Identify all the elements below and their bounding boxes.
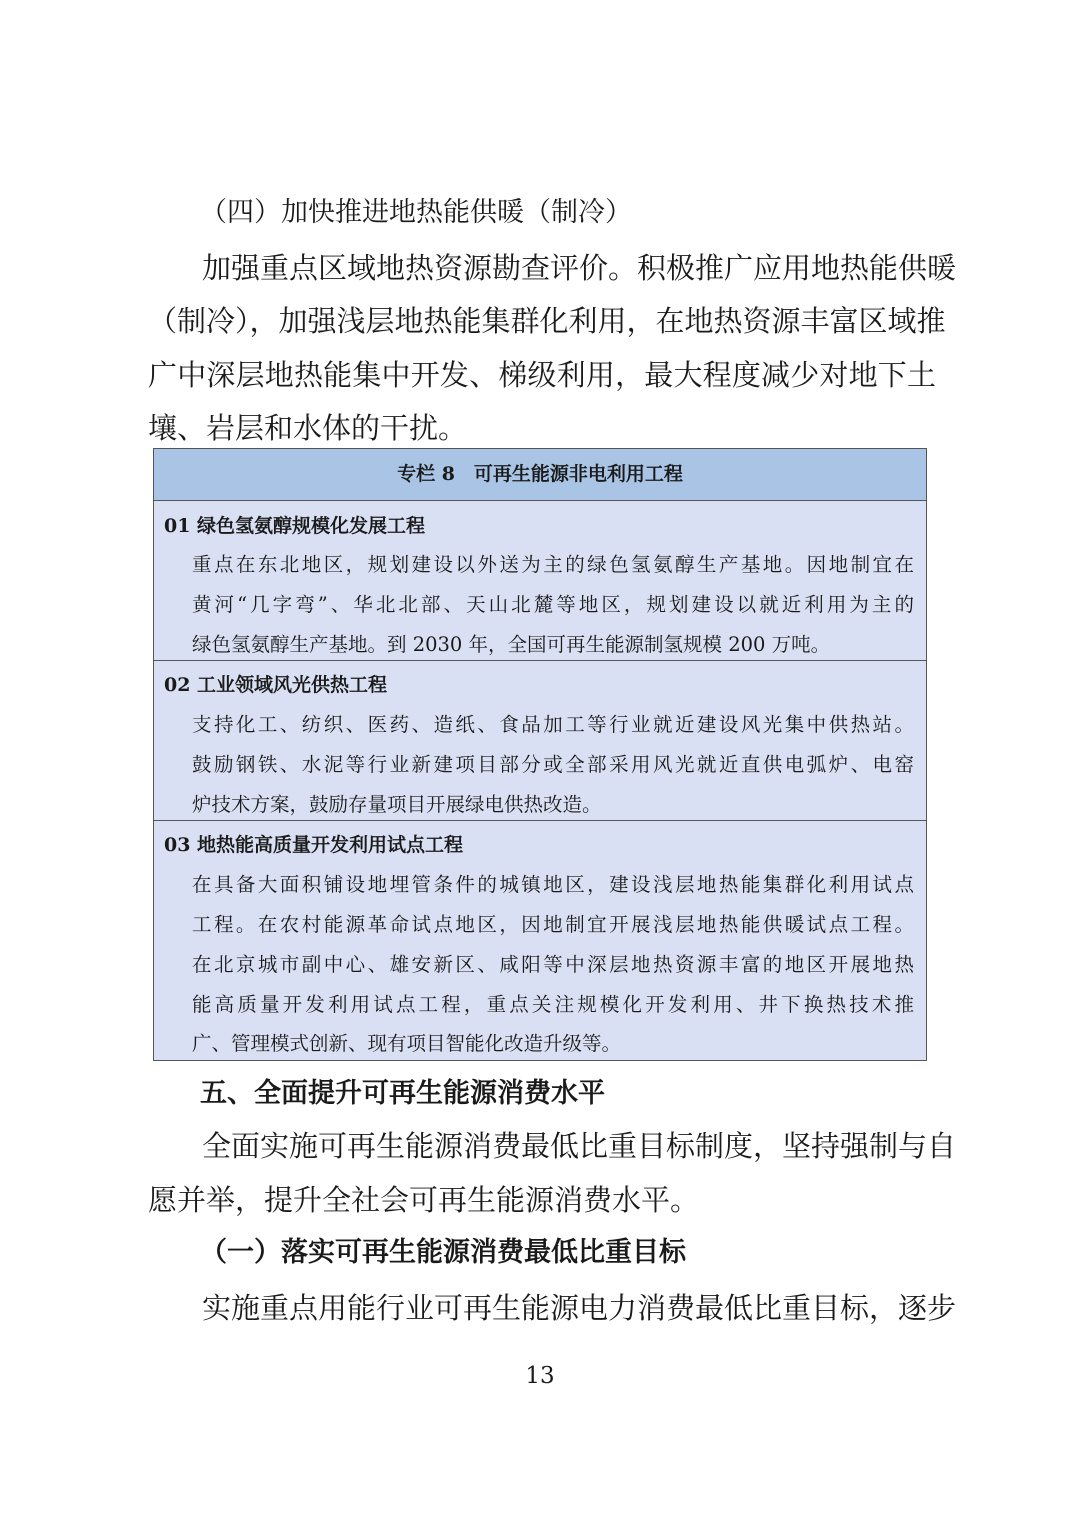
paragraph-line: 广中深层地热能集中开发、梯级利用，最大程度减少对地下土 — [148, 358, 936, 392]
box-item-line: 工程。在农村能源革命试点地区，因地制宜开展浅层地热能供暖试点工程。 — [192, 913, 914, 936]
box-item-line: 支持化工、纺织、医药、造纸、食品加工等行业就近建设风光集中供热站。 — [192, 713, 914, 736]
box-divider — [154, 820, 926, 821]
box-item-line: 炉技术方案，鼓励存量项目开展绿电供热改造。 — [192, 793, 602, 816]
box-item-line: 鼓励钢铁、水泥等行业新建项目部分或全部采用风光就近直供电弧炉、电窑 — [192, 753, 914, 776]
paragraph-line: 实施重点用能行业可再生能源电力消费最低比重目标，逐步 — [202, 1291, 957, 1325]
paragraph-line: 加强重点区域地热资源勘查评价。积极推广应用地热能供暖 — [202, 251, 957, 285]
paragraph-line: （制冷），加强浅层地热能集群化利用，在地热资源丰富区域推 — [148, 304, 946, 338]
paragraph-line: 壤、岩层和水体的干扰。 — [148, 411, 468, 445]
box-item-line: 广、管理模式创新、现有项目智能化改造升级等。 — [192, 1032, 622, 1055]
paragraph-line: 全面实施可再生能源消费最低比重目标制度，坚持强制与自 — [202, 1129, 957, 1163]
column-box-title: 专栏 8 可再生能源非电利用工程 — [154, 449, 926, 501]
box-item-line: 能高质量开发利用试点工程，重点关注规模化开发利用、井下换热技术推 — [192, 993, 914, 1016]
paragraph-line: 愿并举，提升全社会可再生能源消费水平。 — [148, 1183, 700, 1217]
box-item-line: 重点在东北地区，规划建设以外送为主的绿色氢氨醇生产基地。因地制宜在 — [192, 553, 914, 576]
box-item-line: 在北京城市副中心、雄安新区、咸阳等中深层地热资源丰富的地区开展地热 — [192, 953, 914, 976]
box-item-line: 在具备大面积铺设地埋管条件的城镇地区，建设浅层地热能集群化利用试点 — [192, 873, 914, 896]
box-divider — [154, 660, 926, 661]
box-item-heading: 01 绿色氢氨醇规模化发展工程 — [164, 515, 426, 537]
box-item-line: 黄河“几字弯”、华北北部、天山北麓等地区，规划建设以就近利用为主的 — [192, 593, 914, 616]
box-item-heading: 02 工业领域风光供热工程 — [164, 674, 388, 696]
page-number: 13 — [525, 1363, 555, 1389]
section-5-title: 五、全面提升可再生能源消费水平 — [200, 1078, 605, 1109]
column-box — [153, 448, 927, 1061]
subheading-5-1: （一）落实可再生能源消费最低比重目标 — [200, 1237, 686, 1268]
box-item-heading: 03 地热能高质量开发利用试点工程 — [164, 834, 464, 856]
subheading-4: （四）加快推进地热能供暖（制冷） — [200, 197, 632, 228]
box-item-line: 绿色氢氨醇生产基地。到 2030 年，全国可再生能源制氢规模 200 万吨。 — [192, 633, 831, 656]
